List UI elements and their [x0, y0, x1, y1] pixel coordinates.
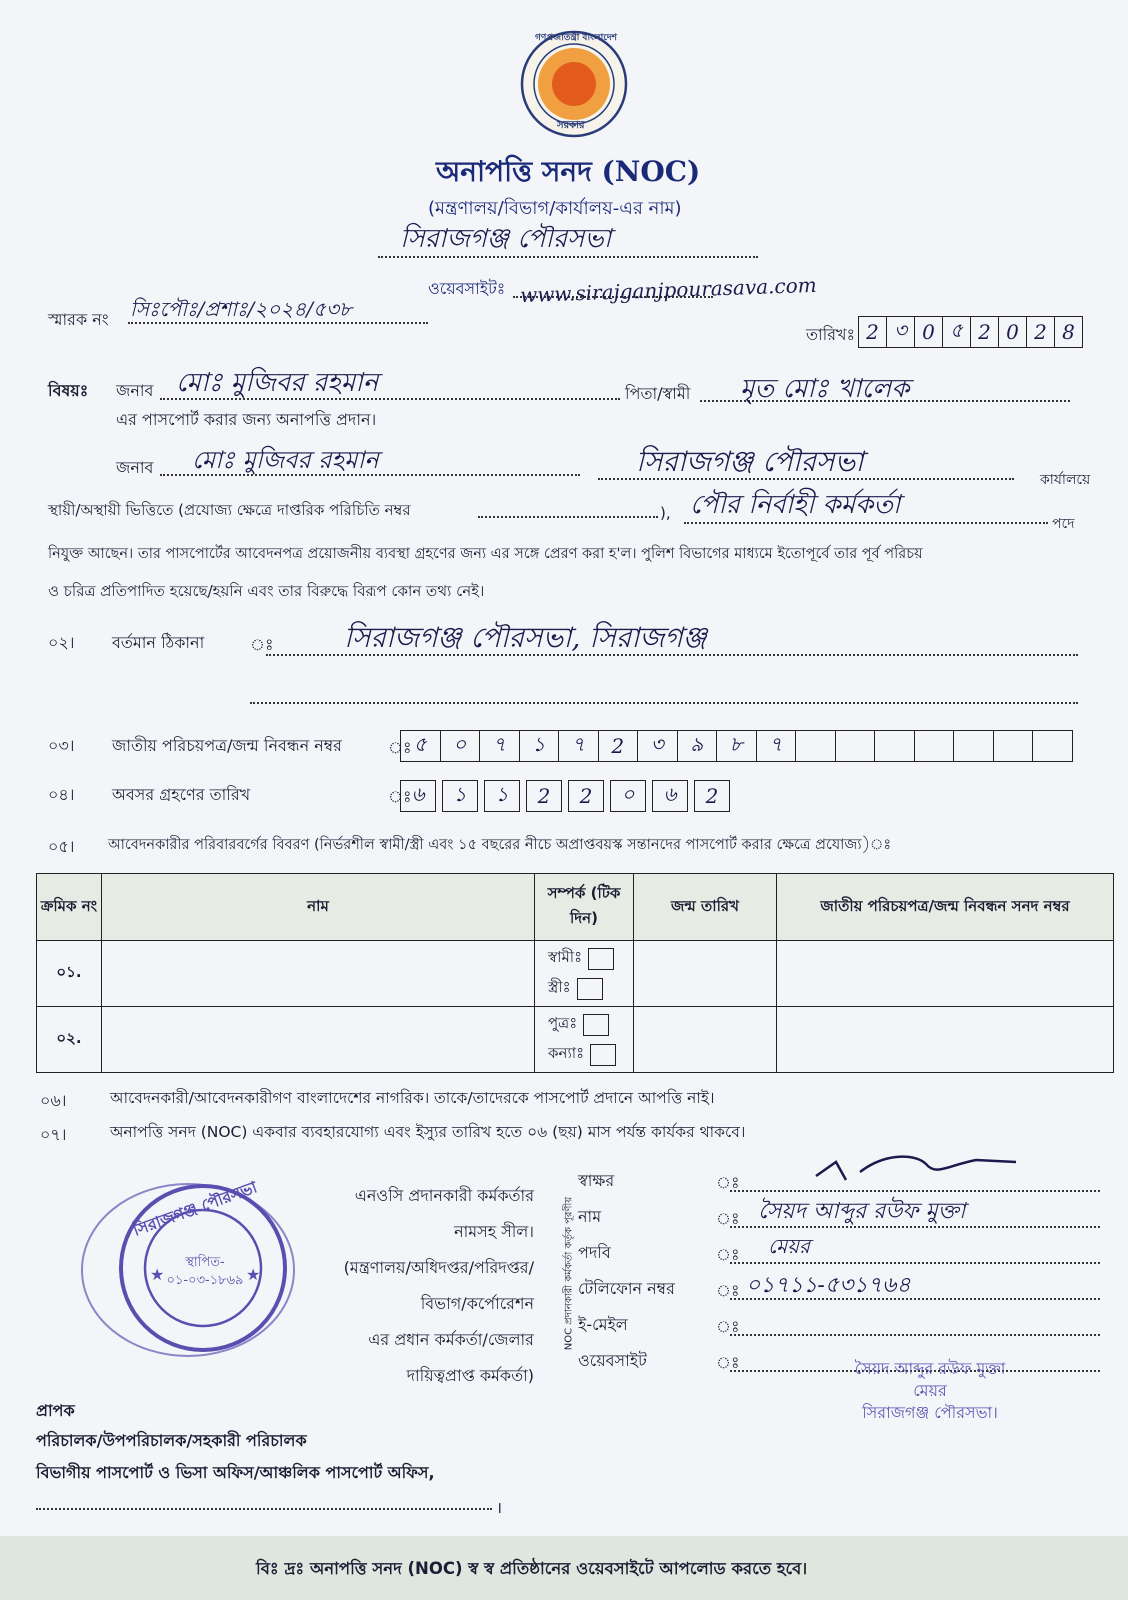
document-subtitle: (মন্ত্রণালয়/বিভাগ/কার্যালয়-এর নাম) — [428, 198, 682, 219]
subject-line2: এর পাসপোর্ট করার জন্য অনাপত্তি প্রদান। — [116, 410, 377, 429]
digit-box: ৭ — [559, 731, 599, 761]
website-label: ওয়েবসাইটঃ — [428, 279, 506, 298]
field-colon: ঃ — [716, 1353, 740, 1372]
body-post-handwritten: পৌর নির্বাহী কর্মকর্তা — [690, 490, 901, 520]
address-handwritten: সিরাজগঞ্জ পৌরসভা, সিরাজগঞ্জ — [344, 621, 707, 654]
item-04-colon: ঃ — [388, 787, 412, 806]
field-value: মেয়র — [768, 1234, 811, 1258]
digit-box — [836, 731, 876, 761]
field-line — [730, 1318, 1100, 1336]
sig-left-line: এনওসি প্রদানকারী কর্মকর্তার — [354, 1186, 534, 1205]
digit-box: 2 — [859, 317, 887, 347]
website-handwritten: www.sirajganjpourasava.com — [519, 272, 818, 308]
digit-box: 0 — [999, 317, 1027, 347]
item-03-label: জাতীয় পরিচয়পত্র/জন্ম নিবন্ধন নম্বর — [112, 736, 342, 755]
row-name-cell[interactable] — [102, 1007, 535, 1073]
body-office-suffix: কার্যালয়ে — [1040, 472, 1091, 488]
digit-box: ৭ — [480, 731, 520, 761]
subject-father-handwritten: মৃত মোঃ খালেক — [740, 374, 910, 404]
digit-box: ১ — [520, 731, 560, 761]
row-dob-cell[interactable] — [634, 941, 777, 1007]
family-table — [36, 873, 1114, 1073]
checkbox-husband[interactable] — [588, 948, 614, 970]
digit-box: ৬ — [652, 780, 688, 812]
field-label: ওয়েবসাইট — [578, 1351, 647, 1370]
sig-left-line: এর প্রধান কর্মকর্তা/জেলার — [368, 1330, 534, 1349]
body-post-suffix: পদে — [1052, 516, 1075, 532]
item-02-colon: ঃ — [250, 635, 274, 654]
footer-note: বিঃ দ্রঃ অনাপত্তি সনদ (NOC) স্ব স্ব প্রতিষ্ঠানের ওয়েবসাইটে আপলোড করতে হবে। — [256, 1559, 808, 1578]
row-relation-cell — [535, 1007, 634, 1073]
th-nid: জাতীয় পরিচয়পত্র/জন্ম নিবন্ধন সনদ নম্বর — [777, 874, 1114, 941]
field-label: স্বাক্ষর — [578, 1171, 615, 1190]
th-dob: জন্ম তারিখ — [634, 874, 777, 941]
subject-janab: জনাব — [116, 381, 154, 400]
digit-box: 2 — [1027, 317, 1055, 347]
officer-name-stamp — [800, 1358, 1060, 1424]
digit-box: ১ — [484, 780, 520, 812]
field-value: সৈয়দ আব্দুর রউফ মুক্তা — [758, 1199, 966, 1224]
field-telephone — [578, 1268, 1108, 1304]
item-05-number: ০৫। — [48, 837, 75, 856]
checkbox-daughter[interactable] — [590, 1044, 616, 1066]
field-signature — [578, 1160, 1108, 1196]
digit-box: ১ — [442, 780, 478, 812]
stamp-title: মেয়র — [913, 1381, 947, 1400]
memo-number: সিঃপৌঃ/প্রশাঃ/২০২৪/৫৩৮ — [130, 297, 352, 321]
digit-box: 2 — [568, 780, 604, 812]
recipient-line-end: । — [496, 1498, 503, 1517]
digit-box: ৩ — [638, 731, 678, 761]
rel-label-husband: স্বামীঃ — [548, 948, 583, 966]
body-line2-prefix: স্থায়ী/অস্থায়ী ভিত্তিতে (প্রযোজ্য ক্ষেত্রে দাপ্তরিক পরিচিতি নম্বর — [48, 501, 411, 519]
field-value: ০১৭১১-৫৩১৭৬৪ — [746, 1273, 911, 1298]
vertical-label: NOC প্রদানকারী কর্মকর্তা কর্তৃক পূরণীয় — [563, 1196, 575, 1351]
digit-box: ৭ — [757, 731, 797, 761]
digit-box — [915, 731, 955, 761]
digit-box — [875, 731, 915, 761]
item-04-number: ০৪। — [48, 785, 75, 804]
th-relation: সম্পর্ক (টিক দিন) — [535, 874, 634, 941]
row-serial: ০২. — [37, 1007, 102, 1073]
digit-box — [954, 731, 994, 761]
field-name — [578, 1196, 1108, 1232]
svg-text:★: ★ — [246, 1265, 261, 1284]
digit-box: ৬ — [400, 780, 436, 812]
field-colon: ঃ — [716, 1173, 740, 1192]
memo-label: স্মারক নং — [48, 310, 109, 329]
address-line-2 — [250, 686, 1078, 704]
table-row — [37, 941, 1114, 1007]
field-colon: ঃ — [716, 1245, 740, 1264]
digit-box: 0 — [915, 317, 943, 347]
body-id-line — [478, 500, 658, 518]
digit-box: ৯ — [678, 731, 718, 761]
field-label: পদবি — [578, 1243, 611, 1262]
item-03-colon: ঃ — [388, 738, 412, 757]
field-colon: ঃ — [716, 1281, 740, 1300]
field-label: টেলিফোন নম্বর — [578, 1279, 675, 1298]
row-nid-cell[interactable] — [777, 941, 1114, 1007]
item-02-number: ০২। — [48, 633, 75, 652]
office-name-handwritten: সিরাজগঞ্জ পৌরসভা — [400, 224, 612, 254]
rel-label-son: পুত্রঃ — [548, 1014, 578, 1032]
body-janab: জনাব — [116, 458, 154, 477]
body-name-handwritten: মোঃ মুজিবর রহমান — [192, 446, 379, 474]
svg-text:★: ★ — [150, 1265, 165, 1284]
digit-box: 2 — [971, 317, 999, 347]
signature-scribble — [806, 1146, 1026, 1190]
field-designation — [578, 1232, 1108, 1268]
rel-label-daughter: কন্যাঃ — [548, 1044, 585, 1062]
digit-box — [994, 731, 1034, 761]
digit-box: 2 — [526, 780, 562, 812]
stamp-org: সিরাজগঞ্জ পৌরসভা। — [862, 1403, 998, 1422]
sig-left-line: দায়িত্বপ্রাপ্ত কর্মকর্তা) — [406, 1366, 534, 1385]
th-serial: ক্রমিক নং — [37, 874, 102, 941]
round-seal-outer-text: সিরাজগঞ্জ পৌরসভা — [130, 1177, 260, 1240]
table-row — [37, 1007, 1114, 1073]
body-office-handwritten: সিরাজগঞ্জ পৌরসভা — [636, 445, 864, 478]
field-colon: ঃ — [716, 1317, 740, 1336]
row-serial: ০১. — [37, 941, 102, 1007]
field-label: নাম — [578, 1207, 602, 1226]
body-para-line2: ও চরিত্র প্রতিপাদিত হয়েছে/হয়নি এবং তার বিরুদ্ধে বিরূপ কোন তথ্য নেই। — [48, 582, 485, 600]
digit-box: 8 — [1062, 320, 1075, 344]
seal-text-bottom: সরকার — [557, 120, 585, 131]
retirement-date-boxes — [400, 780, 730, 812]
recipient-line1: পরিচালক/উপপরিচালক/সহকারী পরিচালক — [36, 1431, 307, 1450]
item-05-label: আবেদনকারীর পরিবারবর্গের বিবরণ (নির্ভরশীল স্বামী/স্ত্রী এবং ১৫ বছরের নীচে অপ্রাপ্তবয়স্ক সন্তানদের পাসপোর্ট করার ক্ষেত্রে প্রযোজ্য)ঃ — [108, 837, 892, 853]
sig-left-line: বিভাগ/কর্পোরেশন — [420, 1294, 534, 1313]
rel-label-wife: স্ত্রীঃ — [548, 978, 571, 996]
item-04-label: অবসর গ্রহণের তারিখ — [112, 785, 251, 804]
row-relation-cell — [535, 941, 634, 1007]
row-dob-cell[interactable] — [634, 1007, 777, 1073]
digit-box: ৫ — [943, 317, 971, 347]
field-email — [578, 1304, 1108, 1340]
field-label: ই-মেইল — [578, 1315, 628, 1334]
nid-boxes — [400, 730, 1073, 762]
document-title: অনাপত্তি সনদ (NOC) — [436, 155, 701, 188]
seal-text-top: গণপ্রজাতন্ত্রী বাংলাদেশ — [535, 33, 617, 43]
digit-box: ৩ — [887, 317, 915, 347]
row-nid-cell[interactable] — [777, 1007, 1114, 1073]
sig-left-line: নামসহ সীল। — [454, 1222, 534, 1241]
digit-box: 2 — [694, 780, 730, 812]
body-para-line1: নিযুক্ত আছেন। তার পাসপোর্টের আবেদনপত্র প্রয়োজনীয় ব্যবস্থা গ্রহণের জন্য এর সঙ্গে প্রেরণ করা হ'ল। পুলিশ বিভাগের মাধ্যমে ইতোপূর্বে তার পূর্ব পরিচয় — [48, 546, 923, 562]
item-03-number: ০৩। — [48, 736, 75, 755]
item-02-label: বর্তমান ঠিকানা — [112, 633, 205, 652]
digit-box: ৮ — [717, 731, 757, 761]
recipient-address-line — [36, 1494, 492, 1510]
note-06-text: আবেদনকারী/আবেদনকারীগণ বাংলাদেশের নাগরিক। তাকে/তাদেরকে পাসপোর্ট প্রদানে আপত্তি নাই। — [110, 1089, 715, 1107]
signatory-fields — [578, 1160, 1108, 1376]
subject-father-label: পিতা/স্বামী — [625, 384, 691, 403]
note-06-number: ০৬। — [40, 1091, 67, 1110]
digit-box — [1033, 731, 1072, 761]
stamp-name: সৈয়দ আব্দুর রউফ মুক্তা — [854, 1359, 1006, 1378]
digit-box: ০ — [610, 780, 646, 812]
th-name: নাম — [102, 874, 535, 941]
body-line2-mid: ), — [660, 504, 671, 522]
note-07-text: অনাপত্তি সনদ (NOC) একবার ব্যবহারযোগ্য এবং ইস্যুর তারিখ হতে ০৬ (ছয়) মাস পর্যন্ত কার্যকর থাকবে। — [110, 1123, 746, 1141]
field-colon: ঃ — [716, 1209, 740, 1228]
digit-box: 2 — [599, 731, 639, 761]
subject-name-handwritten: মোঃ মুজিবর রহমান — [176, 368, 379, 398]
digit-box: ০ — [441, 731, 481, 761]
round-seal-inner-text: স্থাপিত- ০১-০৩-১৮৬৯ — [166, 1255, 244, 1288]
signatory-left-labels — [300, 1178, 534, 1394]
date-label: তারিখঃ — [806, 325, 856, 344]
note-07-number: ০৭। — [40, 1125, 67, 1144]
sig-left-line: (মন্ত্রণালয়/অধিদপ্তর/পরিদপ্তর/ — [343, 1258, 534, 1277]
recipient-line2: বিভাগীয় পাসপোর্ট ও ভিসা অফিস/আঞ্চলিক পাসপোর্ট অফিস, — [36, 1463, 435, 1482]
date-boxes — [858, 316, 1083, 348]
row-name-cell[interactable] — [102, 941, 535, 1007]
checkbox-wife[interactable] — [577, 978, 603, 1000]
subject-label: বিষয়ঃ — [48, 381, 89, 400]
checkbox-son[interactable] — [583, 1014, 609, 1036]
digit-box: ৫ — [401, 731, 441, 761]
recipient-label: প্রাপক — [36, 1401, 75, 1420]
digit-box — [796, 731, 836, 761]
